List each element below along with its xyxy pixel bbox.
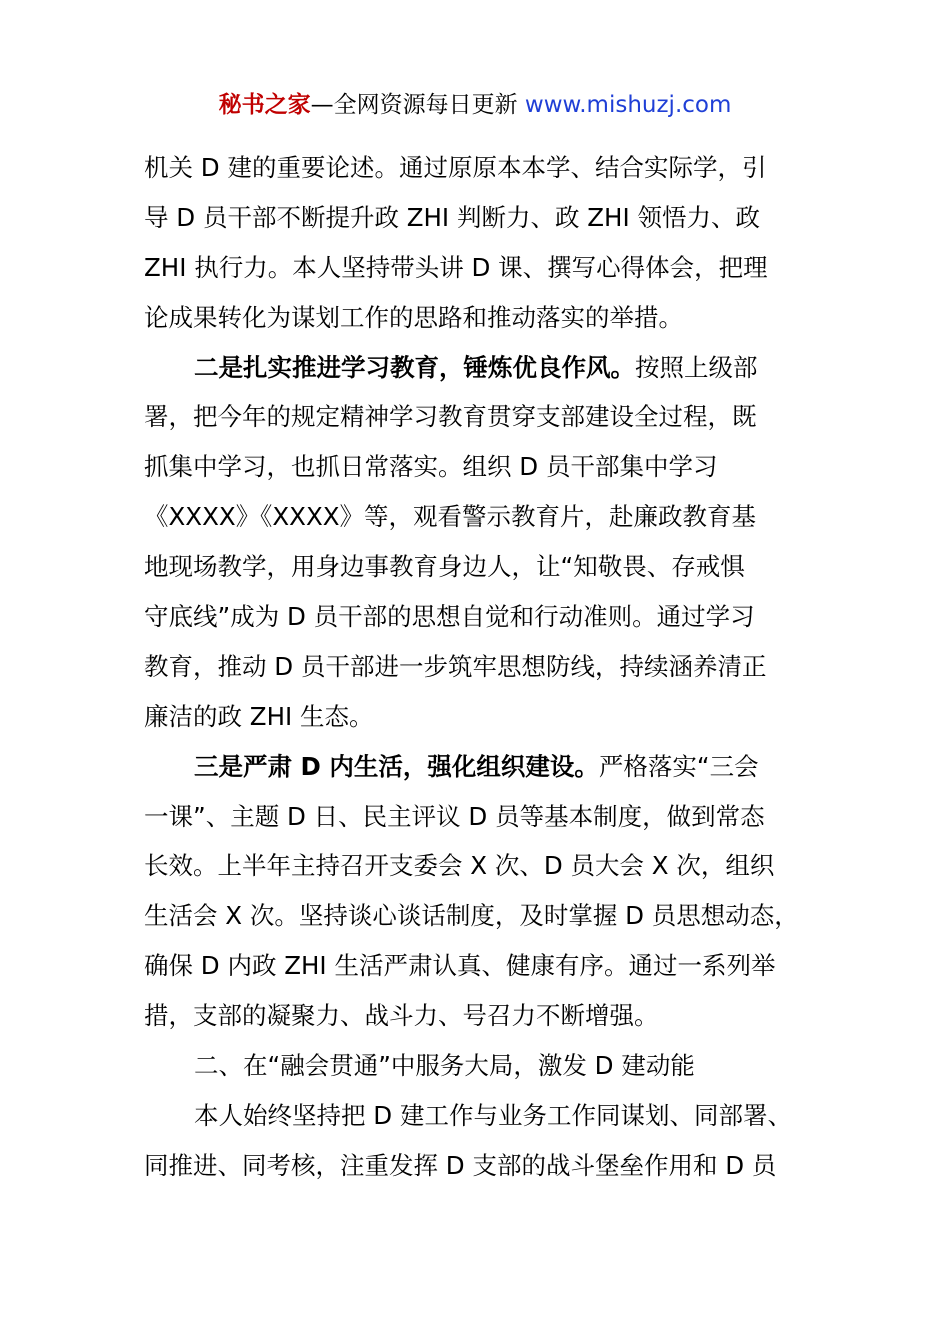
text-line: 教育，推动 D 员干部进一步筑牢思想防线，持续涵养清正	[144, 651, 767, 681]
text-line: ZHI 执行力。本人坚持带头讲 D 课、撰写心得体会，把理	[144, 252, 768, 282]
text-line: 措，支部的凝聚力、战斗力、号召力不断增强。	[144, 1001, 659, 1031]
paragraph-3-lead: 三是严肃 D 内生活，强化组织建设。	[194, 751, 599, 781]
brand-name: 秘书之家	[218, 92, 311, 118]
text-line: 论成果转化为谋划工作的思路和推动落实的举措。	[144, 302, 683, 332]
section-heading: 二、在“融会贯通”中服务大局，激发 D 建动能	[194, 1051, 695, 1081]
paragraph-3-rest: 严格落实“三会	[598, 751, 759, 781]
document-body	[144, 143, 834, 1191]
text-line: 守底线”成为 D 员干部的思想自觉和行动准则。通过学习	[144, 602, 755, 632]
site-url: www.mishuzj.com	[524, 92, 732, 118]
text-line: 本人始终坚持把 D 建工作与业务工作同谋划、同部署、	[194, 1100, 792, 1130]
watermark-header	[0, 88, 950, 122]
paragraph-2-first-line	[144, 343, 834, 393]
text-line: 导 D 员干部不断提升政 ZHI 判断力、政 ZHI 领悟力、政	[144, 202, 760, 232]
text-line: 《XXXX》《XXXX》等，观看警示教育片，赴廉政教育基	[144, 502, 757, 532]
text-line: 一课”、主题 D 日、民主评议 D 员等基本制度，做到常态	[144, 801, 765, 831]
paragraph-2-rest: 按照上级部	[635, 352, 758, 382]
text-line: 机关 D 建的重要论述。通过原原本本学、结合实际学，引	[144, 153, 767, 182]
header-tagline: —全网资源每日更新	[310, 92, 525, 118]
paragraph-3-first-line	[144, 742, 834, 792]
text-line: 确保 D 内政 ZHI 生活严肃认真、健康有序。通过一系列举	[144, 951, 776, 981]
text-line: 署，把今年的规定精神学习教育贯穿支部建设全过程，既	[144, 402, 757, 432]
paragraph-2-lead: 二是扎实推进学习教育，锤炼优良作风。	[194, 352, 635, 382]
text-line: 生活会 X 次。坚持谈心谈话制度，及时掌握 D 员思想动态，	[144, 901, 799, 931]
text-line: 地现场教学，用身边事教育身边人，让“知敬畏、存戒惧	[144, 552, 745, 582]
text-line: 长效。上半年主持召开支委会 X 次、D 员大会 X 次，组织	[144, 851, 775, 881]
text-line: 抓集中学习，也抓日常落实。组织 D 员干部集中学习	[144, 452, 718, 482]
text-line: 同推进、同考核，注重发挥 D 支部的战斗堡垒作用和 D 员	[144, 1150, 777, 1180]
text-line: 廉洁的政 ZHI 生态。	[144, 701, 374, 731]
